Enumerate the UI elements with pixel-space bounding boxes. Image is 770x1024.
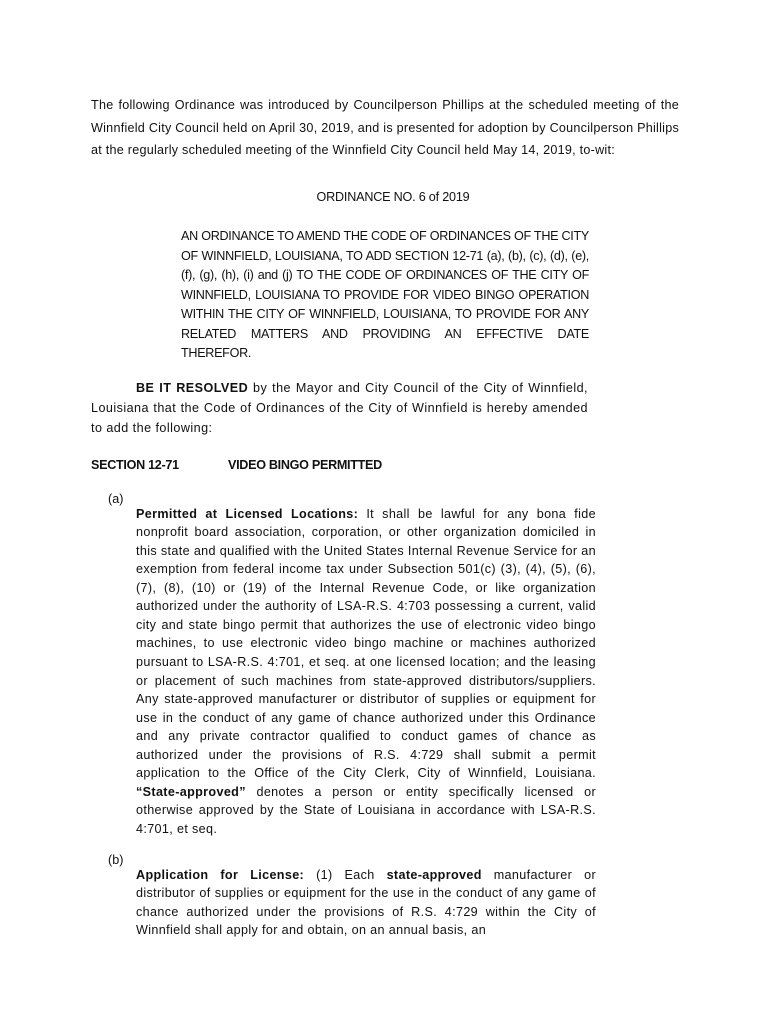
resolved-paragraph bbox=[91, 378, 588, 439]
section-heading bbox=[91, 455, 591, 475]
ordinance-number: ORDINANCE NO. 6 of 2019 bbox=[316, 190, 470, 204]
section-title: VIDEO BINGO PERMITTED bbox=[228, 458, 382, 472]
subsection-text: It shall be lawful for any bona fide nonprofit board association, corporation, or other organization domiciled in this state and qualified with the United States Internal Revenue Service for an exemption from federal income tax under Subsection 501(c) (3), (4), (5), (6), (7), (8), (10) or (19) of the Internal Revenue Code, or like organization authorized under the authority of LSA-R.S. 4:703 possessing a current, valid city and state bingo permit that authorizes the use of electronic video bingo machines, to use electronic video bingo machine or machines authorized pursuant to LSA-R.S. 4:701, et seq. at one licensed location; and the leasing or placement of such machines from state-approved distributors/suppliers. Any state-approved manufacturer or distributor of supplies or equipment for use in the conduct of any game of chance authorized under this Ordinance and any private contractor qualified to conduct games of chance as authorized under the provisions of R.S. 4:729 shall submit a permit application to the Office of the City Clerk, City of Winnfield, Louisiana. bbox=[136, 506, 596, 781]
resolved-text: by the Mayor and City Council of the City of Winnfield, Louisiana that the Code of Ordinances of the City of Winnfield is hereby amended to add the following: bbox=[91, 381, 588, 436]
subsection-marker: (a) bbox=[108, 492, 124, 506]
subsection-text-cont: manufacturer or distributor of supplies or equipment for the use in the conduct of any game of chance authorized under the provisions of R.S. 4:729 within the City of Winnfield shall apply for and obtain, on an annual basis, an bbox=[136, 867, 596, 938]
subsection-marker: (b) bbox=[108, 853, 124, 867]
section-number: SECTION 12-71 bbox=[91, 458, 179, 472]
intro-paragraph: The following Ordinance was introduced by Councilperson Phillips at the scheduled meeting of the Winnfield City Council held on April 30, 2019, and is presented for adoption by Councilperson Phillips at the regularly scheduled meeting of the Winnfield City Council held May 14, 2019, to-wit: bbox=[91, 98, 679, 158]
subsection-text: (1) Each bbox=[304, 867, 387, 882]
resolved-lead: BE IT RESOLVED bbox=[136, 381, 249, 395]
defined-term: “State-approved” bbox=[136, 784, 246, 799]
subsection-heading: Permitted at Licensed Locations: bbox=[136, 506, 359, 521]
subsection-body bbox=[136, 505, 596, 839]
subsection-text-cont: denotes a person or entity specifically licensed or otherwise approved by the State of Louisiana in accordance with LSA-R.S. 4:701, et seq. bbox=[136, 784, 596, 836]
subsection-body bbox=[136, 866, 596, 940]
defined-term: state-approved bbox=[386, 867, 482, 882]
subsection-heading: Application for License: bbox=[136, 867, 305, 882]
ordinance-title: AN ORDINANCE TO AMEND THE CODE OF ORDINANCES OF THE CITY OF WINNFIELD, LOUISIANA, TO ADD SECTION 12-71 (a), (b), (c), (d), (e), (f), (g), (h), (i) and (j) TO THE CODE OF ORDINANCES OF THE CITY OF WINNFIELD, LOUISIANA TO PROVIDE FOR VIDEO BINGO OPERATION WITHIN THE CITY OF WINNFIELD, LOUISIANA, TO PROVIDE FOR ANY RELATED MATTERS AND PROVIDING AN EFFECTIVE DATE THEREFOR. bbox=[181, 229, 589, 360]
